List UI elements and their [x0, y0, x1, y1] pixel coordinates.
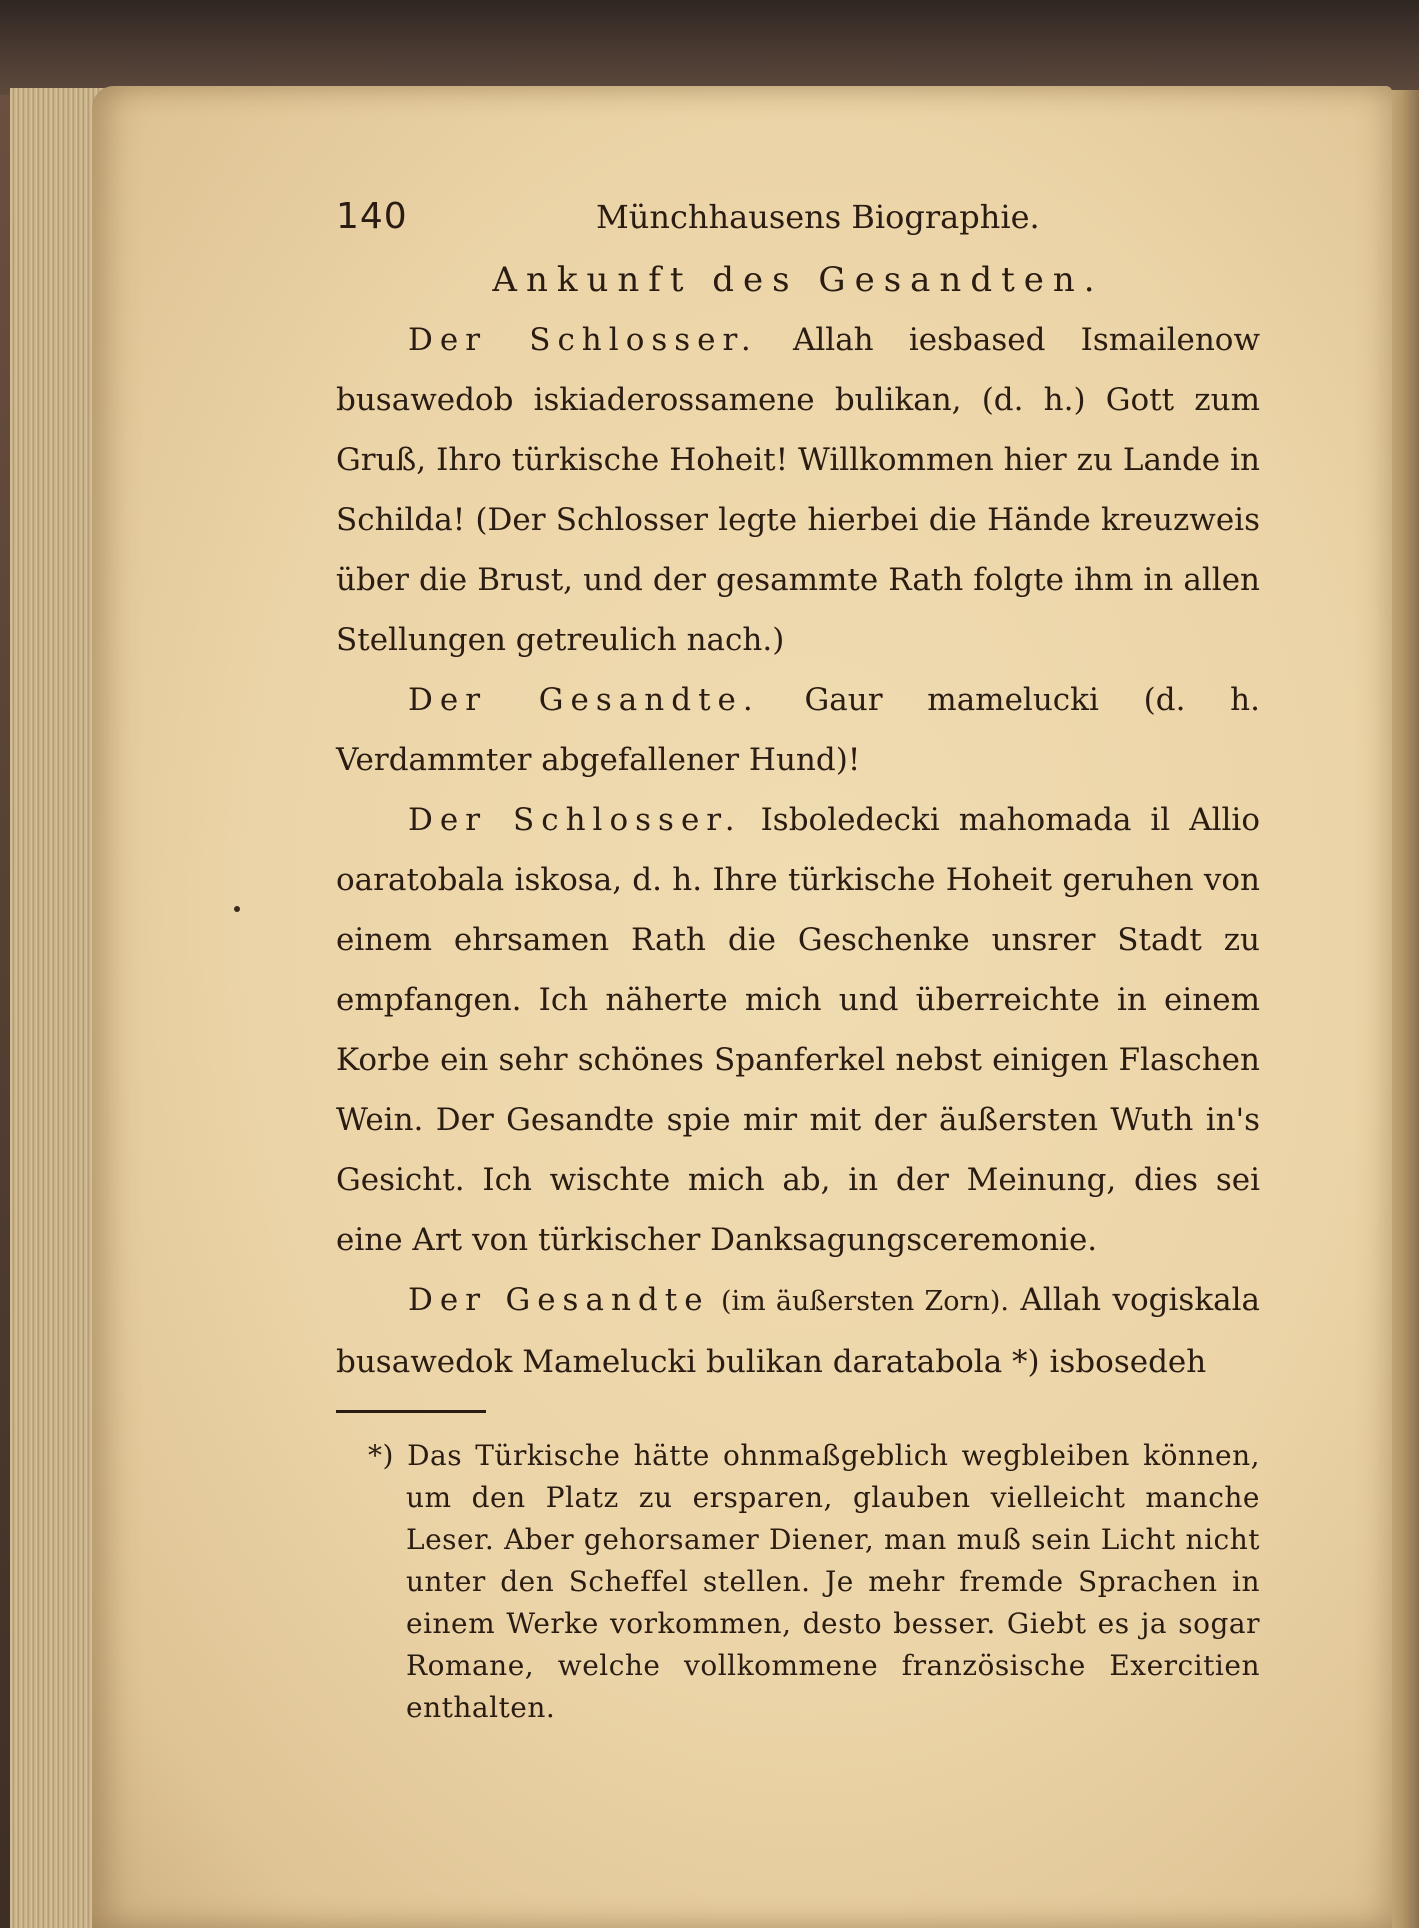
book-cover-top-edge — [0, 0, 1419, 95]
paragraph — [336, 310, 1260, 670]
paragraph — [336, 1270, 1260, 1392]
footnote-divider — [336, 1410, 486, 1413]
footnote-text: Das Türkische hätte ohnmaßgeblich wegbleiben können, um den Platz zu ersparen, glauben vielleicht manche Leser. Aber gehorsamer Diener, man muß sein Licht nicht unter den Scheffel stellen. Je mehr fremde Sprachen in einem Werke vorkommen, desto besser. Giebt es ja sogar Romane, welche vollkommene französische Exercitien enthalten. — [406, 1439, 1261, 1724]
section-title: Ankunft des Gesandten. — [492, 260, 1104, 300]
paragraph-text: Allah vogiskala busawedok Mamelucki bulikan daratabola *) isbosedeh — [336, 1282, 1260, 1380]
running-title: Münchhausens Biographie. — [596, 198, 1040, 236]
speaker-name: Der Gesandte — [408, 1282, 710, 1318]
page-text-block — [336, 190, 1260, 1729]
paragraph-text: Isboledecki mahomada il Allio oaratobala iskosa, d. h. Ihre türkische Hoheit geruhen von einem ehrsamen Rath die Geschenke unsrer Stadt zu empfangen. Ich näherte mich und überreichte in einem Korbe ein sehr schönes Spanferkel nebst einigen Flaschen Wein. Der Gesandte spie mir mit der äußersten Wuth in's Gesicht. Ich wischte mich ab, in der Meinung, dies sei eine Art von türkischer Danksagungsceremonie. — [336, 802, 1260, 1258]
stage-direction: (im äußersten Zorn). — [720, 1286, 1009, 1317]
paragraph — [336, 790, 1260, 1270]
paragraph — [336, 670, 1260, 790]
footnote — [336, 1435, 1260, 1729]
paragraph-text: Gaur mamelucki (d. h. Verdammter abgefallener Hund)! — [336, 682, 1260, 778]
footnote-marker: *) — [368, 1439, 394, 1472]
speaker-name: Der Schlosser. — [408, 802, 742, 838]
ink-speck — [234, 906, 240, 912]
speaker-name: Der Gesandte. — [408, 682, 760, 718]
speaker-name: Der Schlosser. — [408, 322, 758, 358]
paragraph-text: Allah iesbased Ismailenow busawedob iskiaderossamene bulikan, (d. h.) Gott zum Gruß, Ihro türkische Hoheit! Willkommen hier zu Lande in Schilda! (Der Schlosser legte hierbei die Hände kreuzweis über die Brust, und der gesammte Rath folgte ihm in allen Stellungen getreulich nach.) — [336, 322, 1260, 658]
page-header — [336, 190, 1260, 248]
page-number: 140 — [336, 196, 408, 237]
